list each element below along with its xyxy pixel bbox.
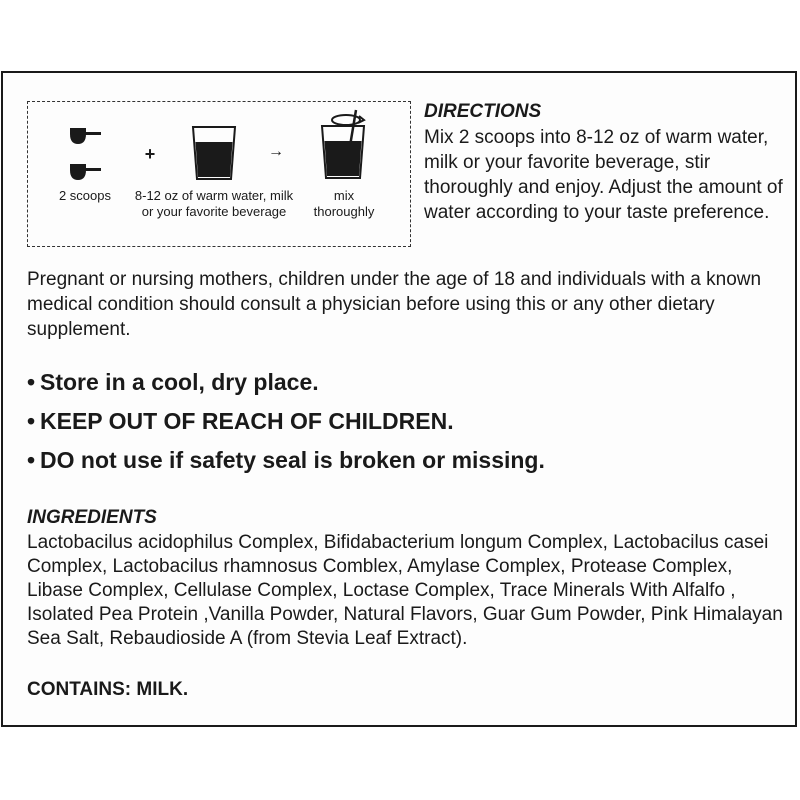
directions-diagram (27, 101, 411, 247)
glass-icon (192, 126, 236, 180)
bullet-item: • DO not use if safety seal is broken or missing. (27, 447, 545, 473)
contains-allergen: CONTAINS: MILK. (27, 679, 189, 700)
bullet-dot-icon: • (27, 408, 36, 434)
bullet-item: • KEEP OUT OF REACH OF CHILDREN. (27, 408, 454, 434)
ingredients-text: Lactobacilus acidophilus Complex, Bifidabacterium longum Complex, Lactobacilus casei Complex, Lactobacilus rhamnosus Comblex, Amylase Complex, Protease Complex, Libase Complex, Cellulase Complex, Loctase Complex, Trace Minerals With Alfalfo , Isolated Pea Protein ,Vanilla Powder, Natural Flavors, Guar Gum Powder, Pink Himalayan Sea Salt, Rebaudioside A (from Stevia Leaf Extract). (27, 532, 783, 649)
mix-label: mix thoroughly (313, 188, 375, 219)
ingredients-title: INGREDIENTS (27, 507, 157, 528)
bullet-dot-icon: • (27, 369, 36, 395)
bullet-item: • Store in a cool, dry place. (27, 369, 319, 395)
directions-text: Mix 2 scoops into 8-12 oz of warm water, milk or your favorite beverage, stir thoroughly and enjoy. Adjust the amount of water according to your taste preference. (424, 127, 783, 223)
stirring-glass-icon (320, 108, 368, 180)
scoops-label: 2 scoops (58, 188, 112, 203)
arrow-right-icon: → (268, 143, 284, 160)
scoop-icon (68, 124, 108, 188)
plus-icon: + (144, 144, 156, 164)
warning-text: Pregnant or nursing mothers, children under the age of 18 and individuals with a known medical condition should consult a physician before using this or any other dietary supplement. (27, 269, 762, 340)
label-panel (1, 71, 797, 727)
directions-title: DIRECTIONS (424, 101, 542, 122)
water-label: 8-12 oz of warm water, milk or your favorite beverage (134, 188, 294, 219)
storage-bullets (27, 367, 545, 484)
bullet-dot-icon: • (27, 447, 36, 473)
